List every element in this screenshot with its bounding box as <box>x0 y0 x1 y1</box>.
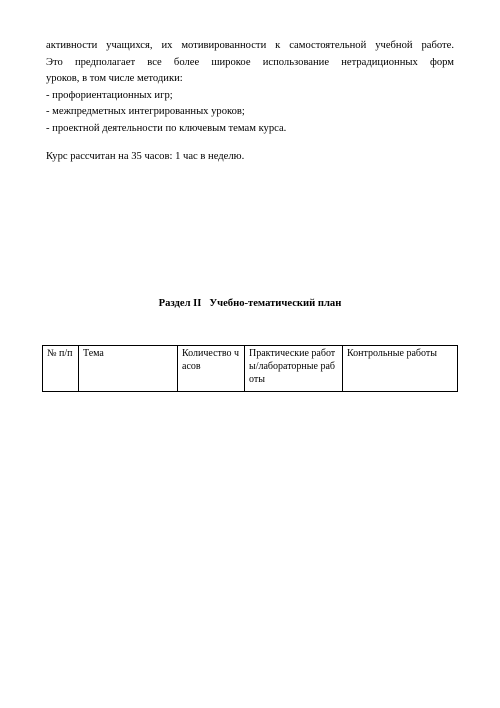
intro-paragraph <box>46 38 454 137</box>
bullet-item: - межпредметных интегрированных уроков; <box>46 106 245 117</box>
text-line: Курс рассчитан на 35 часов: 1 час в неделю. <box>46 151 245 162</box>
bullet-item: - проектной деятельности по ключевым темам курса. <box>46 122 287 134</box>
header-practical-works: Практические работы/лабораторные работы <box>245 346 343 392</box>
table-header-row <box>43 346 458 392</box>
header-hours: Количество часов <box>178 346 245 392</box>
text-line: Это предполагает все более широкое использование нетрадиционных форм <box>46 56 454 68</box>
course-hours-paragraph <box>46 149 454 166</box>
section-title: Раздел II Учебно-тематический план <box>158 298 342 309</box>
header-control-works: Контрольные работы <box>343 346 458 392</box>
text-line: уроков, в том числе методики: <box>46 73 183 84</box>
header-topic: Тема <box>79 346 178 392</box>
header-number: № п/п <box>43 346 79 392</box>
text-line: активности учащихся, их мотивированности к самостоятельной учебной работе. <box>46 40 454 51</box>
thematic-plan-table <box>42 345 458 392</box>
bullet-item: - профориентационных игр; <box>46 89 173 101</box>
